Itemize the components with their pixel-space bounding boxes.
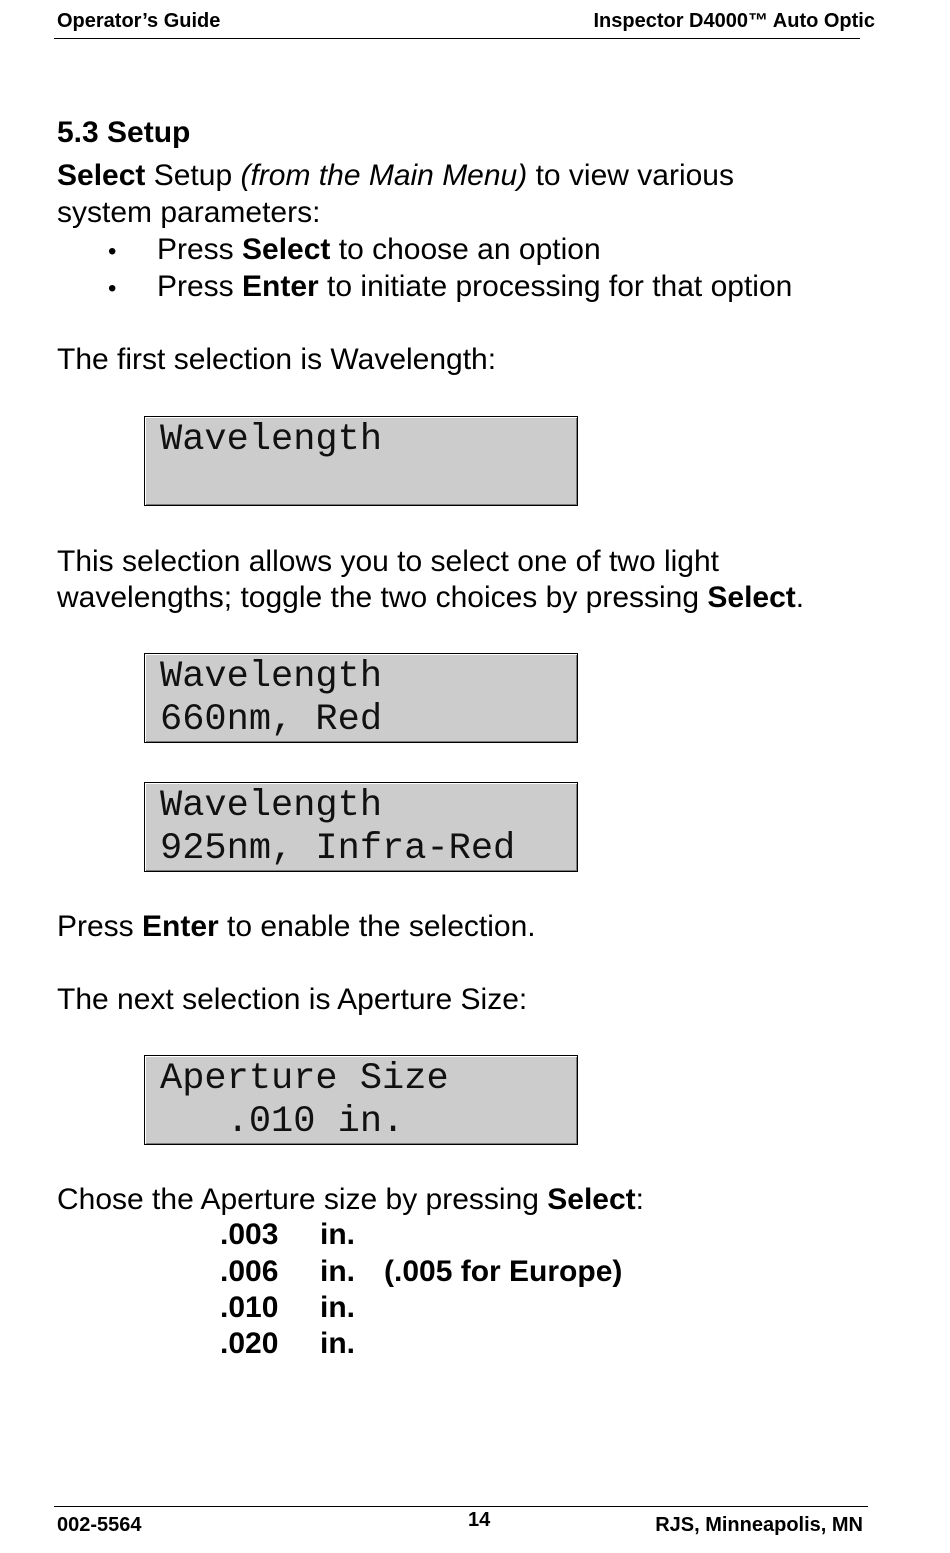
aperture-option-value: .020: [220, 1327, 279, 1360]
allows-line-2: [57, 580, 804, 616]
lcd-line-2: 925nm, Infra-Red: [160, 828, 516, 870]
allows-text: wavelengths; toggle the two choices by pressing: [57, 581, 708, 614]
next-selection-text: The next selection is Aperture Size:: [57, 983, 528, 1016]
allows-period: .: [795, 581, 805, 614]
allows-key-select: Select: [707, 581, 796, 614]
footer-company: RJS, Minneapolis, MN: [655, 1514, 863, 1536]
lcd-line-2: 660nm, Red: [160, 699, 383, 741]
allows-line-1: This selection allows you to select one of two light: [57, 545, 720, 578]
intro-line-1: [57, 158, 734, 194]
intro-select-bold: Select: [57, 159, 146, 192]
lcd-line-1: Wavelength: [160, 785, 383, 827]
lcd-line-1: Wavelength: [160, 656, 383, 698]
aperture-option-value: .003: [220, 1218, 279, 1251]
bullet-item-select: [157, 232, 601, 268]
intro-setup: Setup: [145, 159, 241, 192]
lcd-line-1: Aperture Size: [160, 1058, 449, 1100]
header-rule: [54, 38, 860, 39]
bullet-text: Press: [157, 233, 243, 266]
lcd-wavelength-infrared: [144, 782, 578, 872]
chose-pre: Chose the Aperture size by pressing: [57, 1183, 548, 1216]
aperture-option-value: .006: [220, 1255, 279, 1288]
intro-rest: to view various: [527, 159, 734, 192]
aperture-option-unit: in.: [320, 1327, 355, 1360]
lcd-line-1: Wavelength: [160, 419, 383, 461]
press-enter-pre: Press: [57, 910, 143, 943]
bullet-marker: •: [108, 275, 117, 302]
chose-colon: :: [635, 1183, 645, 1216]
lcd-wavelength: [144, 416, 578, 506]
intro-main-menu-note: (from the Main Menu): [240, 159, 528, 192]
bullet-marker: •: [108, 238, 117, 265]
aperture-option-unit: in.: [320, 1291, 355, 1324]
header-doc-title: Operator’s Guide: [57, 10, 221, 32]
bullet-key-enter: Enter: [242, 270, 319, 303]
page-number: 14: [468, 1509, 491, 1531]
press-enter-key: Enter: [142, 910, 219, 943]
press-enter-post: to enable the selection.: [218, 910, 536, 943]
lcd-wavelength-red: [144, 653, 578, 743]
chose-key-select: Select: [547, 1183, 636, 1216]
first-selection-text: The first selection is Wavelength:: [57, 343, 497, 376]
footer-rule: [54, 1506, 868, 1507]
footer-doc-number: 002-5564: [57, 1514, 142, 1536]
aperture-option-unit: in.: [320, 1218, 355, 1251]
chose-aperture-text: [57, 1182, 644, 1218]
press-enter-text: [57, 909, 536, 945]
lcd-aperture-size: [144, 1055, 578, 1145]
aperture-option-unit: in.: [320, 1255, 355, 1288]
lcd-line-2: .010 in.: [160, 1101, 405, 1143]
aperture-option-note: (.005 for Europe): [384, 1255, 623, 1288]
aperture-option-value: .010: [220, 1291, 279, 1324]
bullet-item-enter: [157, 269, 792, 305]
bullet-key-select: Select: [242, 233, 331, 266]
intro-line-2: system parameters:: [57, 196, 321, 229]
bullet-text: to initiate processing for that option: [318, 270, 793, 303]
bullet-text: Press: [157, 270, 243, 303]
section-heading: 5.3 Setup: [57, 116, 191, 149]
bullet-text: to choose an option: [330, 233, 601, 266]
header-product-name: Inspector D4000™ Auto Optic: [593, 10, 875, 32]
